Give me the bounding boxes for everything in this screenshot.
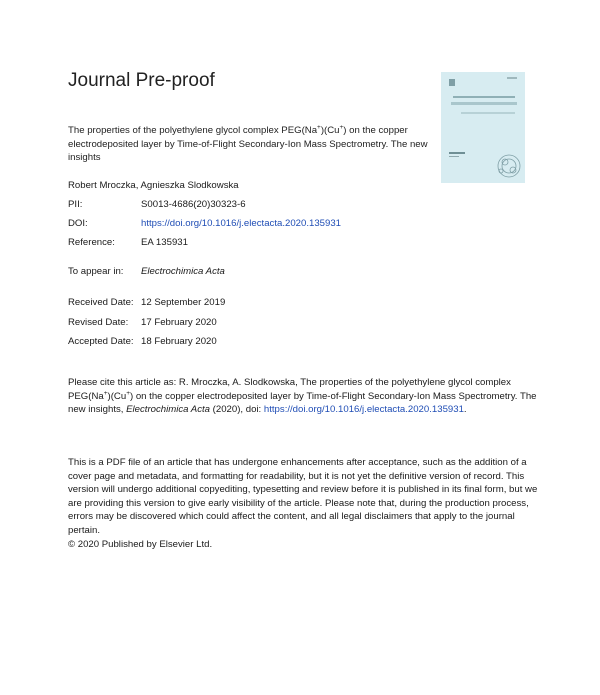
citation-text: Please cite this article as: R. Mroczka, A. Slodkowska, The properties of the polyethylene glycol complex PEG(Na (68, 377, 511, 402)
revised-date-value: 17 February 2020 (141, 317, 217, 328)
appear-in-label: To appear in: (68, 266, 124, 277)
revised-date-label: Revised Date: (68, 317, 129, 328)
citation-text: ) on the copper electrodeposited layer by Time-of-Flight Secondary-Ion Mass Spectrometry. The new insights, (68, 390, 537, 416)
accepted-date-value: 18 February 2020 (141, 336, 217, 347)
citation-superscript-cu: + (126, 389, 130, 397)
pii-label: PII: (68, 199, 83, 210)
article-authors: Robert Mroczka, Agnieszka Slodkowska (68, 180, 239, 191)
doi-label: DOI: (68, 218, 88, 229)
citation-text: (2020), doi: (210, 404, 264, 416)
journal-name: Electrochimica Acta (141, 266, 225, 277)
received-date-label: Received Date: (68, 297, 134, 308)
citation-paragraph (68, 376, 538, 417)
citation-superscript-na: + (103, 389, 108, 397)
title-superscript-cu: + (339, 123, 344, 131)
citation-text: )(Cu (107, 390, 127, 402)
article-title-text: The properties of the polyethylene glycol complex PEG(Na (68, 125, 318, 136)
citation-text: . (463, 404, 467, 416)
article-title-text: )(Cu (320, 125, 340, 136)
copyright-notice: © 2020 Published by Elsevier Ltd. (68, 539, 213, 550)
pii-value: S0013-4686(20)30323-6 (141, 199, 246, 210)
journal-cover-thumbnail (441, 72, 525, 183)
accepted-date-label: Accepted Date: (68, 336, 134, 347)
citation-journal: Electrochimica Acta (126, 404, 211, 416)
pre-proof-notice: This is a PDF file of an article that has undergone enhancements after acceptance, such as the addition of a cover page and metadata, and formatting for readability, but it is not yet the definitive version of record. This version will undergo additional copyediting, typesetting and review before it is published in its final form, but we are providing this version to give early visibility of the article. Please note that, during the production process, errors may be discovered which could affect the content, and all legal disclaimers that apply to the journal pertain. (68, 457, 538, 536)
reference-label: Reference: (68, 237, 115, 248)
doi-link[interactable]: https://doi.org/10.1016/j.electacta.2020.135931 (141, 218, 342, 229)
citation-doi-link[interactable]: https://doi.org/10.1016/j.electacta.2020.135931 (263, 404, 464, 416)
reference-value: EA 135931 (141, 237, 188, 248)
received-date-value: 12 September 2019 (141, 297, 226, 308)
page-heading: Journal Pre-proof (68, 70, 215, 91)
article-title-text: ) on the copper electrodeposited layer by Time-of-Flight Secondary-Ion Mass Spectrometry. The new insights (68, 125, 428, 164)
article-title (68, 124, 448, 165)
title-superscript-na: + (317, 123, 321, 131)
cover-artwork (441, 72, 525, 183)
